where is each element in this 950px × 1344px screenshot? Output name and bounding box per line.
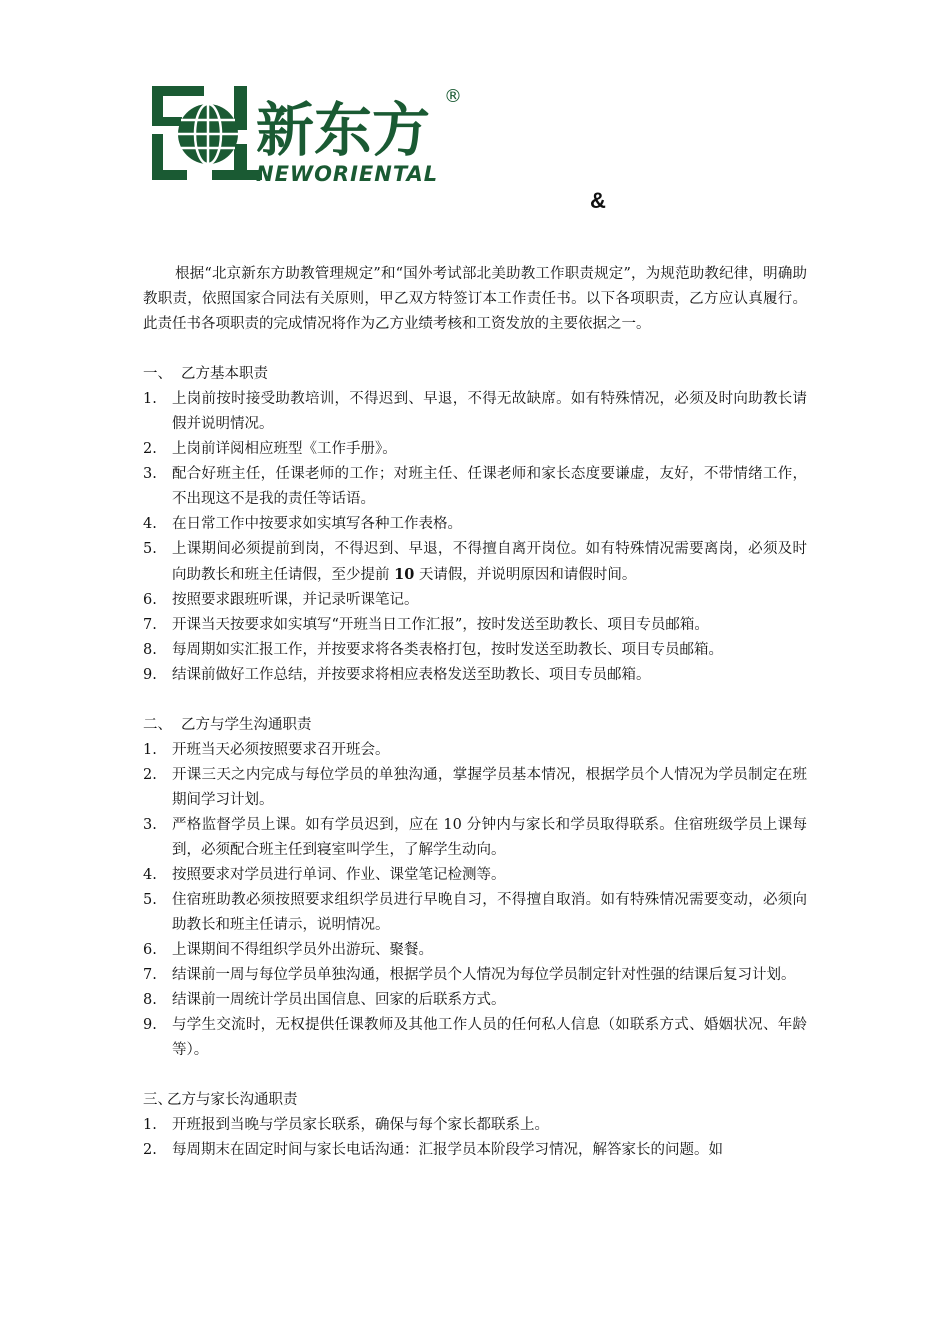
registered-mark: ®: [444, 86, 462, 107]
list-item: 4. 在日常工作中按要求如实填写各种工作表格。: [143, 516, 462, 532]
title-symbol: &: [590, 188, 606, 213]
list-item: 4. 按照要求对学员进行单词、作业、课堂笔记检测等。: [143, 867, 506, 883]
list-item: 5. 上课期间必须提前到岗，不得迟到、早退，不得擅自离开岗位。如有特殊情况需要离岗，必须及时向助教长和班主任请假，至少提前 10 天请假，并说明原因和请假时间。: [143, 541, 807, 583]
list-item: 7. 结课前一周与每位学员单独沟通，根据学员个人情况为每位学员制定针对性强的结课后复习计划。: [143, 967, 796, 983]
list-item: 7. 开课当天按要求如实填写“开班当日工作汇报”，按时发送至助教长、项目专员邮箱。: [143, 617, 709, 633]
list-item: 9. 与学生交流时，无权提供任课教师及其他工作人员的任何私人信息（如联系方式、婚姻状况、年龄等）。: [143, 1017, 807, 1058]
logo-brand-cn: 新东方: [256, 96, 431, 164]
section-heading-3: 三、乙方与家长沟通职责: [143, 1092, 298, 1108]
list-item: 2. 每周期末在固定时间与家长电话沟通：汇报学员本阶段学习情况，解答家长的问题。如: [143, 1142, 723, 1158]
list-item: 1. 开班报到当晚与学员家长联系，确保与每个家长都联系上。: [143, 1117, 549, 1133]
list-item: 8. 结课前一周统计学员出国信息、回家的后联系方式。: [143, 992, 506, 1008]
list-item: 1. 开班当天必须按照要求召开班会。: [143, 742, 390, 758]
section-heading-1: 一、 乙方基本职责: [143, 366, 268, 382]
section-2-list: [143, 738, 807, 1063]
list-item: 8. 每周期如实汇报工作，并按要求将各类表格打包，按时发送至助教长、项目专员邮箱。: [143, 642, 723, 658]
document-body: [143, 262, 807, 1163]
new-oriental-logo: [152, 84, 467, 184]
list-item: 9. 结课前做好工作总结，并按要求将相应表格发送至助教长、项目专员邮箱。: [143, 667, 651, 683]
section-heading-2: 二、 乙方与学生沟通职责: [143, 717, 312, 733]
list-item: 1. 上岗前按时接受助教培训，不得迟到、早退，不得无故缺席。如有特殊情况，必须及时向助教长请假并说明情况。: [143, 391, 807, 432]
list-item: 5. 住宿班助教必须按照要求组织学员进行早晚自习，不得擅自取消。如有特殊情况需要变动，必须向助教长和班主任请示，说明情况。: [143, 892, 807, 933]
section-1-list: [143, 387, 807, 688]
logo-mark: [152, 84, 467, 184]
list-item: 6. 按照要求跟班听课，并记录听课笔记。: [143, 592, 419, 608]
list-item: 6. 上课期间不得组织学员外出游玩、聚餐。: [143, 942, 433, 958]
logo-brand-en: NEWORIENTAL: [256, 162, 439, 184]
section-3-list: [143, 1113, 807, 1163]
list-item: 2. 上岗前详阅相应班型《工作手册》。: [143, 441, 397, 457]
list-item: 3. 严格监督学员上课。如有学员迟到，应在 10 分钟内与家长和学员取得联系。住宿班级学员上课每到，必须配合班主任到寝室叫学生，了解学生动向。: [143, 817, 807, 858]
list-item: 2. 开课三天之内完成与每位学员的单独沟通，掌握学员基本情况，根据学员个人情况为学员制定在班期间学习计划。: [143, 767, 807, 808]
list-item: 3. 配合好班主任，任课老师的工作；对班主任、任课老师和家长态度要谦虚，友好，不带情绪工作，不出现这不是我的责任等话语。: [143, 466, 807, 507]
intro-paragraph: 根据“北京新东方助教管理规定”和“国外考试部北美助教工作职责规定”，为规范助教纪律，明确助教职责，依照国家合同法有关原则，甲乙双方特签订本工作责任书。以下各项职责，乙方应认真履行。此责任书各项职责的完成情况将作为乙方业绩考核和工资发放的主要依据之一。: [143, 266, 807, 332]
